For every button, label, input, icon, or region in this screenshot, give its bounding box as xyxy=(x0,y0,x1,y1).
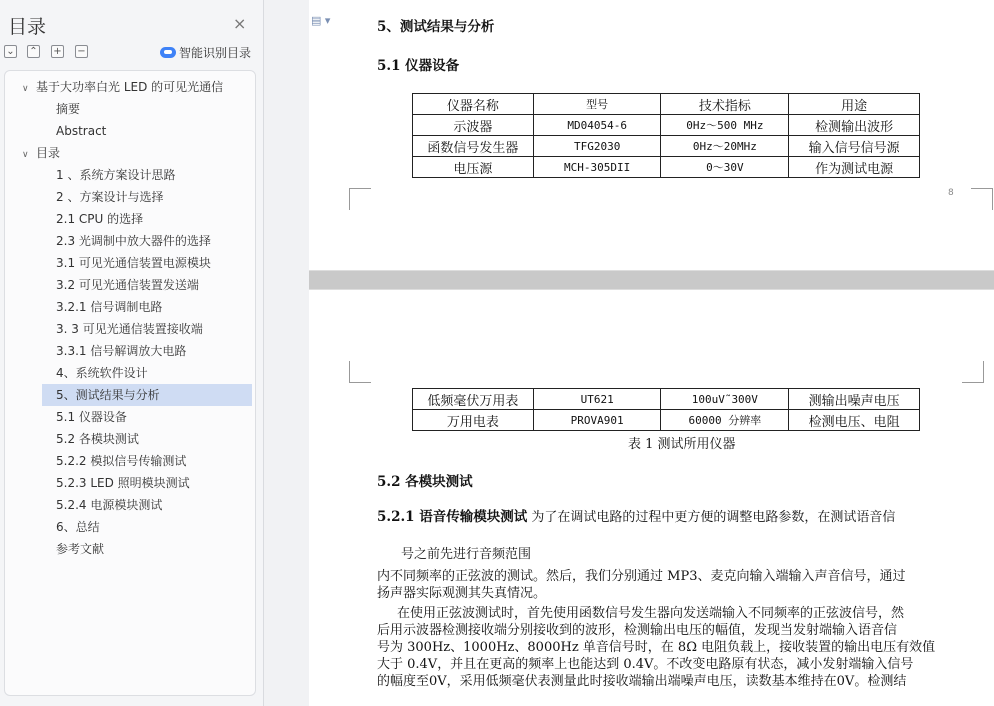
table-row xyxy=(413,157,920,178)
chevron-down-icon[interactable]: ∨ xyxy=(22,150,29,160)
heading-5-2-1-paragraph xyxy=(377,509,895,526)
toc-item[interactable] xyxy=(42,186,252,208)
table-row xyxy=(413,115,920,136)
table-row xyxy=(413,410,920,431)
toc-item[interactable] xyxy=(42,98,252,120)
smart-toc-label: 智能识别目录 xyxy=(179,46,252,60)
paragraph-line: 大于 0.4V，并且在更高的频率上也能达到 0.4V。不改变电路原有状态，减小发射端输入信号 xyxy=(377,657,914,672)
toc-item-label: 目录 xyxy=(36,146,61,160)
toc-item[interactable] xyxy=(42,538,252,560)
toc-item[interactable] xyxy=(42,516,252,538)
toc-item[interactable] xyxy=(42,340,252,362)
toc-item[interactable] xyxy=(42,450,252,472)
heading-5-2: 5.2 各模块测试 xyxy=(377,474,473,490)
table-cell: MD04054-6 xyxy=(533,115,661,136)
table-cell: PROVA901 xyxy=(533,410,661,431)
table-row xyxy=(413,389,920,410)
table-row xyxy=(413,136,920,157)
toc-item[interactable] xyxy=(42,296,252,318)
expand-all-icon[interactable]: ⌃ xyxy=(27,45,40,58)
table-cell: TFG2030 xyxy=(533,136,661,157)
paragraph-text: 为了在调试电路的过程中更方便的调整电路参数，在测试语音信 xyxy=(527,510,896,525)
toc-item-label: 参考文献 xyxy=(56,542,105,556)
toc-item[interactable] xyxy=(42,318,252,340)
table-caption: 表 1 测试所用仪器 xyxy=(628,437,736,452)
page-corner-mark xyxy=(349,361,371,383)
table-header-row xyxy=(413,94,920,115)
cloud-ai-icon xyxy=(160,47,176,58)
toc-item-label: 5.2.4 电源模块测试 xyxy=(56,498,163,512)
table-cell: 万用电表 xyxy=(413,410,534,431)
table-cell: 测输出噪声电压 xyxy=(789,389,920,410)
toc-item-label: 2.1 CPU 的选择 xyxy=(56,212,144,226)
table-cell: 60000 分辨率 xyxy=(661,410,789,431)
table-cell: 0Hz～500 MHz xyxy=(661,115,789,136)
toc-item[interactable] xyxy=(42,472,252,494)
toc-item[interactable] xyxy=(42,362,252,384)
collapse-all-icon[interactable]: ⌄ xyxy=(4,45,17,58)
toc-item-label: 5.2 各模块测试 xyxy=(56,432,139,446)
toc-item-label: 5、测试结果与分析 xyxy=(56,388,160,402)
close-icon[interactable]: × xyxy=(233,14,247,33)
paragraph-line: 后用示波器检测接收端分别接收到的波形，检测输出电压的幅值，发现当发射端输入语音信 xyxy=(377,623,898,638)
toc-item-label: 摘要 xyxy=(56,102,81,116)
table-cell: UT621 xyxy=(533,389,661,410)
toc-item[interactable] xyxy=(42,164,252,186)
toc-item-label: 5.1 仪器设备 xyxy=(56,410,127,424)
toc-item-label: 2 、方案设计与选择 xyxy=(56,190,164,204)
document-icon[interactable]: ▤ ▾ xyxy=(311,14,331,27)
table-cell: 0～30V xyxy=(661,157,789,178)
instrument-table-continued xyxy=(412,388,920,431)
smart-toc-button[interactable] xyxy=(160,44,251,61)
toc-item-label: 6、总结 xyxy=(56,520,100,534)
table-cell: 仪器名称 xyxy=(413,94,534,115)
page-corner-mark xyxy=(349,188,371,210)
heading-5-1: 5.1 仪器设备 xyxy=(377,58,460,74)
instrument-table xyxy=(412,93,920,178)
toc-item[interactable] xyxy=(42,428,252,450)
table-cell: 型号 xyxy=(533,94,661,115)
toc-item-label: 4、系统软件设计 xyxy=(56,366,148,380)
table-cell: 低频毫伏万用表 xyxy=(413,389,534,410)
toc-item[interactable] xyxy=(42,230,252,252)
toc-sidebar xyxy=(0,0,264,706)
paragraph-line: 扬声器实际观测其失真情况。 xyxy=(377,586,547,601)
toc-item-label: 3. 3 可见光通信装置接收端 xyxy=(56,322,203,336)
table-cell: 100uV˜300V xyxy=(661,389,789,410)
chevron-down-icon[interactable]: ∨ xyxy=(22,84,29,94)
paragraph-line: 的幅度至0V，采用低频毫伏表测量此时接收端输出端噪声电压，读数基本维持在0V。检测结 xyxy=(377,674,907,689)
table-cell: 检测输出波形 xyxy=(789,115,920,136)
toc-item[interactable] xyxy=(42,208,252,230)
table-cell: 用途 xyxy=(789,94,920,115)
paragraph-line: 号为 300Hz、1000Hz、8000Hz 单音信号时，在 8Ω 电阻负载上，接收装置的输出电压有效值 xyxy=(377,640,936,655)
page-number: 8 xyxy=(948,188,954,198)
table-cell: 电压源 xyxy=(413,157,534,178)
toc-item[interactable] xyxy=(22,76,232,98)
add-heading-icon[interactable]: + xyxy=(51,45,64,58)
heading-5: 5、测试结果与分析 xyxy=(377,19,495,35)
table-cell: 0Hz～20MHz xyxy=(661,136,789,157)
heading-5-2-1: 5.2.1 语音传输模块测试 xyxy=(377,509,528,525)
table-cell: MCH-305DII xyxy=(533,157,661,178)
toc-item-label: 5.2.2 模拟信号传输测试 xyxy=(56,454,187,468)
sidebar-title: 目录 xyxy=(8,16,47,38)
toc-item-label: 2.3 光调制中放大器件的选择 xyxy=(56,234,211,248)
remove-heading-icon[interactable]: − xyxy=(75,45,88,58)
toc-item-label: 3.1 可见光通信装置电源模块 xyxy=(56,256,211,270)
toc-item-label: 3.2.1 信号调制电路 xyxy=(56,300,163,314)
page-corner-mark xyxy=(962,361,984,383)
toc-item[interactable] xyxy=(22,142,232,164)
toc-item-label: 1 、系统方案设计思路 xyxy=(56,168,176,182)
page-break xyxy=(309,271,994,289)
table-cell: 检测电压、电阻 xyxy=(789,410,920,431)
toc-item[interactable] xyxy=(42,252,252,274)
page-corner-mark xyxy=(971,188,993,210)
toc-item-label: 3.2 可见光通信装置发送端 xyxy=(56,278,199,292)
toc-item[interactable] xyxy=(42,494,252,516)
toc-item[interactable] xyxy=(42,274,252,296)
toc-item[interactable] xyxy=(42,120,252,142)
toc-item-label: Abstract xyxy=(56,124,107,138)
table-cell: 技术指标 xyxy=(661,94,789,115)
toc-item-label: 3.3.1 信号解调放大电路 xyxy=(56,344,187,358)
table-cell: 输入信号信号源 xyxy=(789,136,920,157)
paragraph-line: 内不同频率的正弦波的测试。然后，我们分别通过 MP3、麦克向输入端输入声音信号，通过 xyxy=(377,569,906,584)
toc-item[interactable] xyxy=(42,406,252,428)
toc-item-label: 5.2.3 LED 照明模块测试 xyxy=(56,476,190,490)
table-cell: 函数信号发生器 xyxy=(413,136,534,157)
paragraph-line: 在使用正弦波测试时，首先使用函数信号发生器向发送端输入不同频率的正弦波信号，然 xyxy=(397,606,905,621)
toc-item[interactable] xyxy=(42,384,252,406)
table-cell: 作为测试电源 xyxy=(789,157,920,178)
paragraph-line: 号之前先进行音频范围 xyxy=(401,547,532,562)
toc-item-label: 基于大功率白光 LED 的可见光通信 xyxy=(36,80,224,94)
document-margin xyxy=(264,0,309,706)
table-cell: 示波器 xyxy=(413,115,534,136)
